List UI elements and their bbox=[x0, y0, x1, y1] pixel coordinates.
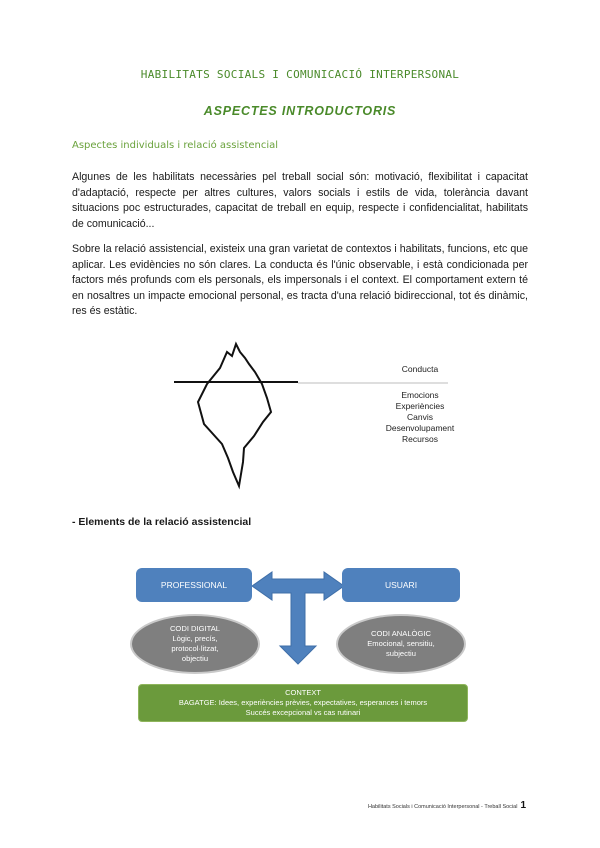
elements-heading: - Elements de la relació assistencial bbox=[72, 516, 252, 528]
iceberg-label-emocions: Emocions bbox=[401, 390, 439, 400]
footer-text: Habilitats Socials i Comunicació Interpersonal - Treball Social bbox=[367, 804, 518, 810]
iceberg-label-recursos: Recursos bbox=[402, 434, 438, 444]
codi-digital-line-3: objectiu bbox=[181, 654, 209, 663]
codi-analogic-ellipse bbox=[336, 614, 466, 674]
iceberg-label-canvis: Canvis bbox=[407, 412, 433, 422]
iceberg-label-desenvolupament: Desenvolupament bbox=[385, 423, 455, 433]
context-box bbox=[138, 684, 468, 722]
iceberg-shape bbox=[198, 344, 271, 486]
codi-digital-ellipse bbox=[130, 614, 260, 674]
codi-analogic-title: CODI ANALÒGIC bbox=[371, 629, 431, 638]
codi-digital-line-2: protocol·litzat, bbox=[171, 644, 219, 653]
page-footer bbox=[368, 800, 526, 811]
iceberg-label-experiencies: Experiències bbox=[395, 401, 445, 411]
page-subtitle: ASPECTES INTRODUCTORIS bbox=[203, 104, 397, 118]
usuari-box: USUARI bbox=[342, 568, 460, 602]
codi-digital-line-1: Lògic, precís, bbox=[172, 634, 218, 643]
bidirectional-arrow bbox=[250, 570, 346, 670]
page-title: HABILITATS SOCIALS I COMUNICACIÓ INTERPERSONAL bbox=[140, 68, 460, 81]
context-bagatge: BAGATGE: Idees, experiències prèvies, expectatives, esperances i temors bbox=[178, 698, 428, 707]
context-succes: Succés excepcional vs cas rutinari bbox=[245, 708, 361, 717]
codi-digital-title: CODI DIGITAL bbox=[169, 624, 221, 633]
section-heading: Aspectes individuals i relació assistencial bbox=[72, 140, 279, 151]
paragraph-skills: Algunes de les habilitats necessàries pel treball social són: motivació, flexibilitat i capacitat d'adaptació, respecte per altres cultures, valors socials i estils de vida, tolerància davant situacions poc estructurades, capacitat de treball en equip, respecte i confidencialitat, habilitats de comunicació... bbox=[72, 171, 528, 230]
paragraph-relation: Sobre la relació assistencial, existeix una gran varietat de contextos i habilitats, funcions, etc que aplicar. Les evidències no són clares. La conducta és l'únic observable, i està condicionada per factors més profunds com els personals, els impersonals i el context. El comportament extern té en nosaltres un impacte emocional personal, es tracta d'una relació bidireccional, tot és dinàmic, res és estàtic. bbox=[72, 243, 528, 317]
context-title: CONTEXT bbox=[285, 688, 321, 697]
professional-box: PROFESSIONAL bbox=[136, 568, 252, 602]
page-number: 1 bbox=[520, 800, 526, 811]
codi-analogic-line-2: subjectiu bbox=[386, 649, 416, 658]
codi-analogic-line-1: Emocional, sensitiu, bbox=[367, 639, 435, 648]
iceberg-label-list bbox=[370, 390, 470, 445]
double-arrow-shape bbox=[252, 572, 344, 664]
iceberg-label-conducta: Conducta bbox=[401, 364, 439, 374]
